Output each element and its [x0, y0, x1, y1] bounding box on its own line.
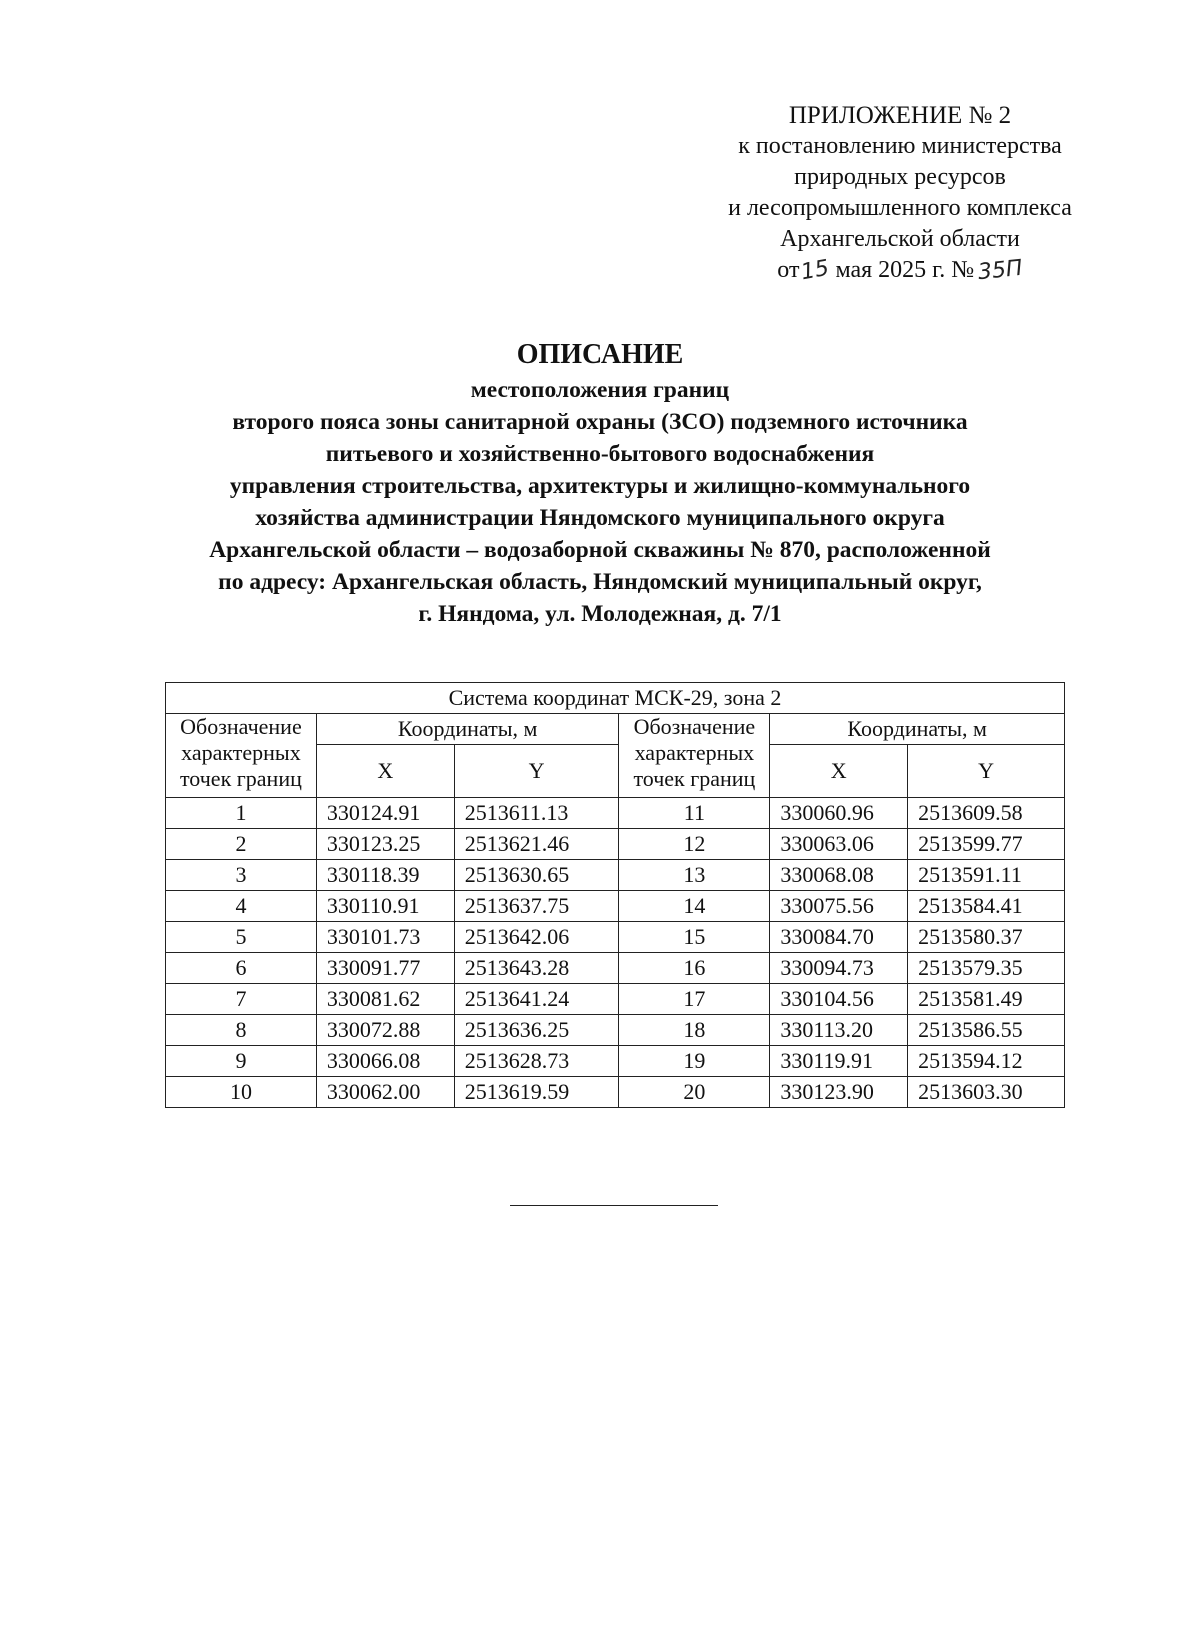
- point-number: 10: [166, 1077, 317, 1108]
- point-number: 6: [166, 953, 317, 984]
- point-number: 20: [619, 1077, 770, 1108]
- y-value: 2513621.46: [454, 829, 619, 860]
- header-line: характерных: [634, 740, 755, 765]
- table-caption: Система координат МСК-29, зона 2: [166, 683, 1065, 714]
- y-value: 2513594.12: [908, 1046, 1065, 1077]
- table-row: [166, 1077, 1065, 1108]
- document-title: [0, 338, 1200, 630]
- x-value: 330101.73: [316, 922, 454, 953]
- handwritten-number: 35П: [977, 255, 1024, 286]
- x-value: 330081.62: [316, 984, 454, 1015]
- title-line: второго пояса зоны санитарной охраны (ЗСО) подземного источника: [232, 409, 968, 435]
- point-number: 3: [166, 860, 317, 891]
- date-prefix: от: [777, 257, 800, 283]
- end-rule: [510, 1205, 718, 1206]
- point-number: 17: [619, 984, 770, 1015]
- x-value: 330060.96: [770, 798, 908, 829]
- handwritten-day: 15: [799, 255, 832, 286]
- header-line: характерных: [181, 740, 301, 765]
- point-designation-header: [166, 714, 317, 798]
- coordinates-header: Координаты, м: [770, 714, 1065, 745]
- y-value: 2513611.13: [454, 798, 619, 829]
- point-number: 12: [619, 829, 770, 860]
- title-line: местоположения границ: [470, 377, 730, 403]
- table-row: [166, 984, 1065, 1015]
- point-number: 19: [619, 1046, 770, 1077]
- point-number: 14: [619, 891, 770, 922]
- point-number: 1: [166, 798, 317, 829]
- x-value: 330110.91: [316, 891, 454, 922]
- point-number: 16: [619, 953, 770, 984]
- y-value: 2513643.28: [454, 953, 619, 984]
- y-value: 2513642.06: [454, 922, 619, 953]
- x-value: 330094.73: [770, 953, 908, 984]
- table-caption-row: [166, 683, 1065, 714]
- y-value: 2513630.65: [454, 860, 619, 891]
- point-number: 15: [619, 922, 770, 953]
- point-number: 9: [166, 1046, 317, 1077]
- x-value: 330119.91: [770, 1046, 908, 1077]
- table-header-row: [166, 714, 1065, 745]
- table-row: [166, 860, 1065, 891]
- x-value: 330113.20: [770, 1015, 908, 1046]
- x-value: 330068.08: [770, 860, 908, 891]
- appendix-line: природных ресурсов: [794, 164, 1006, 190]
- y-value: 2513628.73: [454, 1046, 619, 1077]
- title-line: по адресу: Архангельская область, Няндомский муниципальный округ,: [218, 569, 982, 595]
- point-number: 18: [619, 1015, 770, 1046]
- table-row: [166, 953, 1065, 984]
- y-value: 2513586.55: [908, 1015, 1065, 1046]
- title-line: управления строительства, архитектуры и жилищно-коммунального: [229, 473, 971, 499]
- title-line: хозяйства администрации Няндомского муниципального округа: [255, 505, 945, 531]
- x-header: X: [770, 745, 908, 798]
- x-value: 330123.90: [770, 1077, 908, 1108]
- appendix-block: [690, 100, 1110, 286]
- x-value: 330084.70: [770, 922, 908, 953]
- x-value: 330062.00: [316, 1077, 454, 1108]
- y-value: 2513581.49: [908, 984, 1065, 1015]
- y-header: Y: [454, 745, 619, 798]
- appendix-date-line: [690, 255, 1110, 286]
- point-number: 2: [166, 829, 317, 860]
- table-row: [166, 829, 1065, 860]
- header-line: точек границ: [179, 766, 302, 791]
- header-line: Обозначение: [180, 714, 302, 739]
- point-number: 11: [619, 798, 770, 829]
- x-value: 330066.08: [316, 1046, 454, 1077]
- date-rest: мая 2025 г. №: [835, 257, 975, 283]
- y-value: 2513619.59: [454, 1077, 619, 1108]
- y-value: 2513636.25: [454, 1015, 619, 1046]
- table-row: [166, 1046, 1065, 1077]
- x-value: 330123.25: [316, 829, 454, 860]
- title-line: г. Няндома, ул. Молодежная, д. 7/1: [418, 601, 782, 627]
- appendix-line: и лесопромышленного комплекса: [728, 195, 1072, 221]
- y-value: 2513637.75: [454, 891, 619, 922]
- x-value: 330063.06: [770, 829, 908, 860]
- appendix-line: к постановлению министерства: [738, 133, 1062, 159]
- table-row: [166, 798, 1065, 829]
- appendix-line: Архангельской области: [780, 226, 1020, 252]
- x-value: 330124.91: [316, 798, 454, 829]
- table-row: [166, 891, 1065, 922]
- header-line: Обозначение: [633, 714, 756, 739]
- point-number: 4: [166, 891, 317, 922]
- y-value: 2513580.37: [908, 922, 1065, 953]
- y-value: 2513584.41: [908, 891, 1065, 922]
- point-number: 13: [619, 860, 770, 891]
- x-value: 330072.88: [316, 1015, 454, 1046]
- y-value: 2513641.24: [454, 984, 619, 1015]
- title-line: Архангельской области – водозаборной скважины № 870, расположенной: [209, 537, 991, 563]
- point-number: 5: [166, 922, 317, 953]
- y-value: 2513599.77: [908, 829, 1065, 860]
- header-line: точек границ: [633, 766, 756, 791]
- y-header: Y: [908, 745, 1065, 798]
- x-header: X: [316, 745, 454, 798]
- coordinates-table: [165, 682, 1065, 1108]
- x-value: 330091.77: [316, 953, 454, 984]
- y-value: 2513603.30: [908, 1077, 1065, 1108]
- table-row: [166, 922, 1065, 953]
- x-value: 330075.56: [770, 891, 908, 922]
- title-main: ОПИСАНИЕ: [516, 339, 684, 370]
- x-value: 330104.56: [770, 984, 908, 1015]
- point-number: 7: [166, 984, 317, 1015]
- x-value: 330118.39: [316, 860, 454, 891]
- point-designation-header: [619, 714, 770, 798]
- appendix-heading: ПРИЛОЖЕНИЕ № 2: [788, 102, 1012, 129]
- y-value: 2513591.11: [908, 860, 1065, 891]
- coordinates-header: Координаты, м: [316, 714, 619, 745]
- table-row: [166, 1015, 1065, 1046]
- title-line: питьевого и хозяйственно-бытового водоснабжения: [325, 441, 875, 467]
- y-value: 2513609.58: [908, 798, 1065, 829]
- y-value: 2513579.35: [908, 953, 1065, 984]
- point-number: 8: [166, 1015, 317, 1046]
